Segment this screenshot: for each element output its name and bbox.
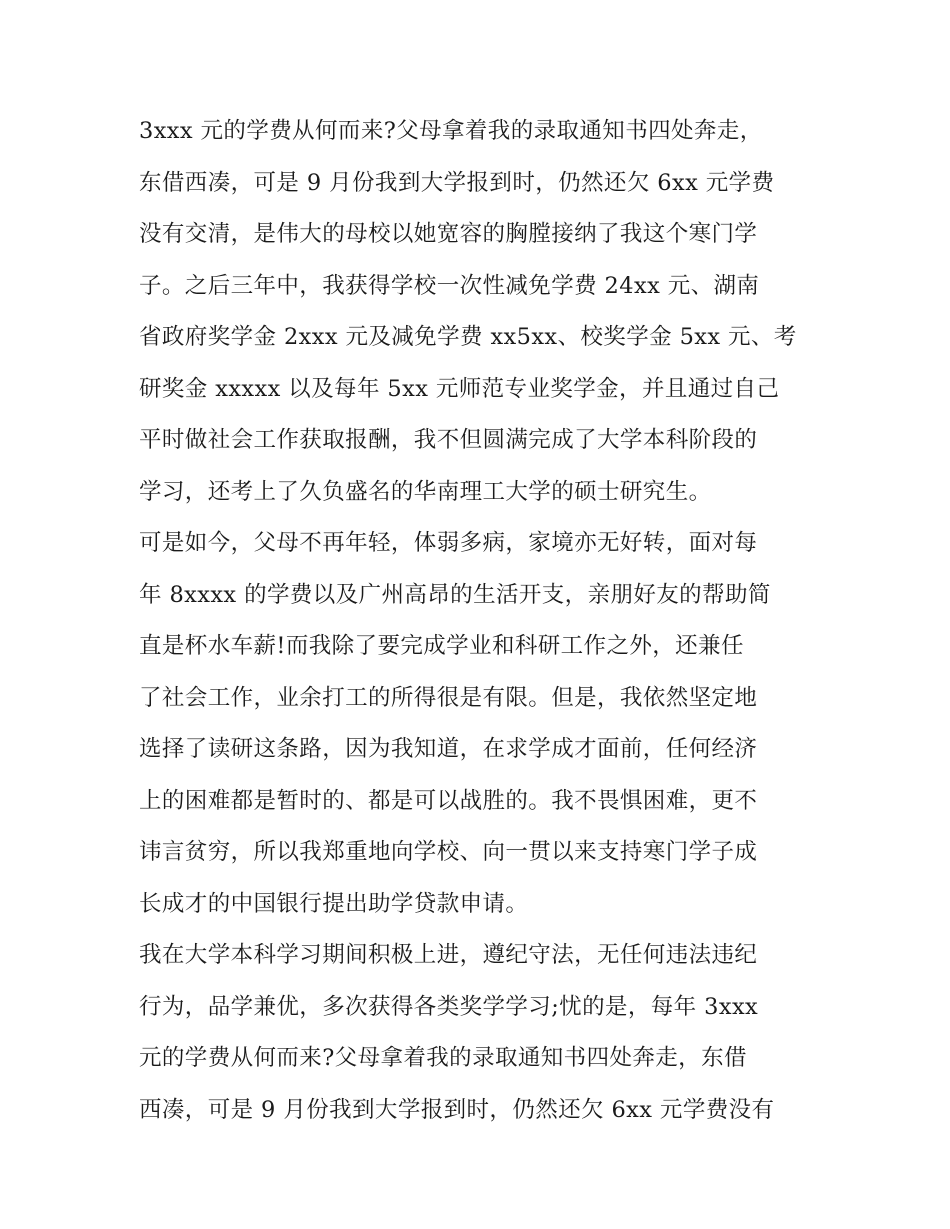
text-line: 行为，品学兼优，多次获得各类奖学学习;忧的是，每年 3xxx	[139, 993, 759, 1020]
text-line: 子。之后三年中，我获得学校一次性减免学费 24xx 元、湖南	[139, 272, 760, 299]
text-line: 学习，还考上了久负盛名的华南理工大学的硕士研究生。	[139, 478, 712, 505]
text-line: 可是如今，父母不再年轻，体弱多病，家境亦无好转，面对每	[139, 530, 758, 556]
text-line: 我在大学本科学习期间积极上进，遵纪守法，无任何违法违纪	[139, 942, 758, 968]
text-line: 省政府奖学金 2xxx 元及减免学费 xx5xx、校奖学金 5xx 元、考	[139, 324, 797, 350]
text-line: 研奖金 xxxxx 以及每年 5xx 元师范专业奖学金，并且通过自己	[139, 375, 780, 402]
text-line: 年 8xxxx 的学费以及广州高昂的生活开支，亲朋好友的帮助简	[139, 581, 771, 608]
text-line: 选择了读研这条路，因为我知道，在求学成才面前，任何经济	[139, 736, 758, 762]
text-line: 3xxx 元的学费从何而来?父母拿着我的录取通知书四处奔走，	[139, 118, 763, 144]
text-line: 西凑，可是 9 月份我到大学报到时，仍然还欠 6xx 元学费没有	[139, 1096, 775, 1123]
text-line: 讳言贫穷，所以我郑重地向学校、向一贯以来支持寒门学子成	[139, 839, 758, 865]
text-line: 长成才的中国银行提出助学贷款申请。	[139, 890, 529, 917]
text-line: 平时做社会工作获取报酬，我不但圆满完成了大学本科阶段的	[139, 427, 758, 453]
text-line: 元的学费从何而来?父母拿着我的录取通知书四处奔走，东借	[139, 1045, 747, 1071]
body-text	[139, 106, 819, 1136]
text-line: 了社会工作，业余打工的所得很是有限。但是，我依然坚定地	[139, 684, 758, 711]
text-line: 东借西凑，可是 9 月份我到大学报到时，仍然还欠 6xx 元学费	[139, 169, 775, 196]
text-line: 上的困难都是暂时的、都是可以战胜的。我不畏惧困难，更不	[139, 787, 758, 814]
text-line: 直是杯水车薪!而我除了要完成学业和科研工作之外，还兼任	[139, 633, 744, 659]
text-line: 没有交清，是伟大的母校以她宽容的胸膛接纳了我这个寒门学	[139, 221, 758, 247]
